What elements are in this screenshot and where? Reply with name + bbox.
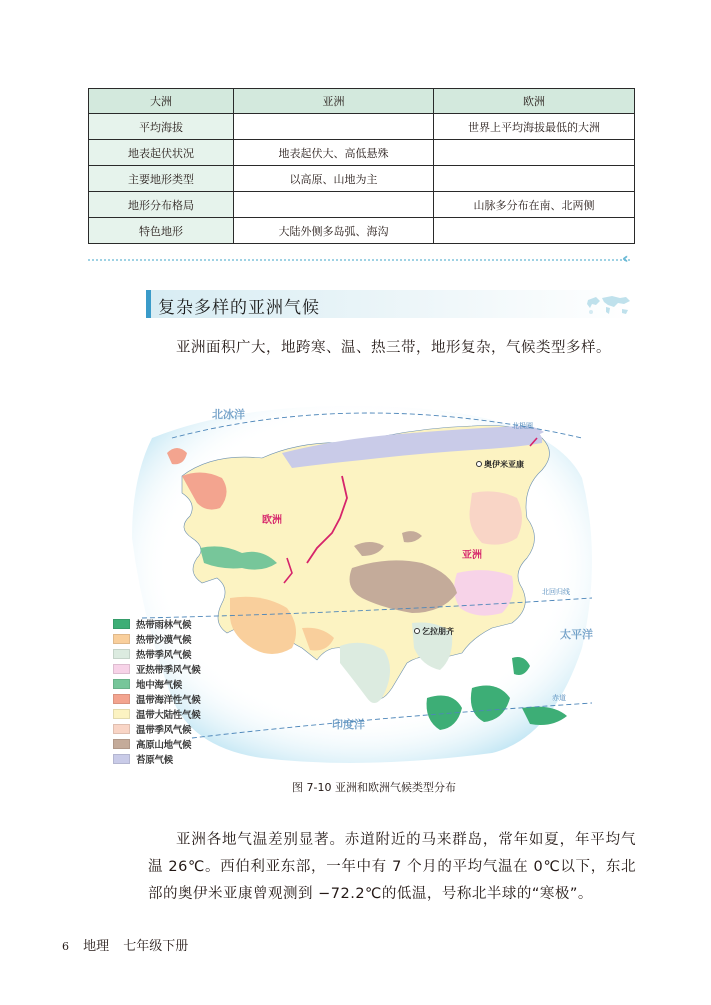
legend-item	[113, 661, 200, 676]
section-title: 复杂多样的亚洲气候	[158, 298, 320, 318]
legend-item	[113, 616, 200, 631]
asia-cell: 以高原、山地为主	[234, 166, 434, 192]
legend-item	[113, 676, 200, 691]
dotted-divider	[88, 259, 630, 261]
asia-europe-comparison-table	[88, 88, 635, 244]
label-oymyakon: 奥伊米亚康	[484, 460, 524, 469]
table-row	[89, 218, 635, 244]
header-europe: 欧洲	[434, 89, 635, 114]
intro-paragraph: 亚洲面积广大，地跨寒、温、热三带，地形复杂，气候类型多样。	[176, 340, 611, 356]
legend-swatch	[113, 649, 130, 659]
row-label: 地表起伏状况	[89, 140, 234, 166]
legend-swatch	[113, 664, 130, 674]
legend-swatch	[113, 619, 130, 629]
label-europe: 欧洲	[262, 515, 282, 526]
legend-label: 温带大陆性气候	[136, 709, 201, 721]
europe-cell	[434, 218, 635, 244]
temperature-paragraph: 亚洲各地气温差别显著。赤道附近的马来群岛，常年如夏，年平均气温 26℃。西伯利亚东部，一年中有 7 个月的平均气温在 0℃以下，东北部的奥伊米亚康曾观测到 −72.2℃的低温，号称北半球的“寒极”。	[148, 832, 636, 902]
legend-swatch	[113, 634, 130, 644]
legend-swatch	[113, 679, 130, 689]
europe-cell	[434, 166, 635, 192]
legend-item	[113, 691, 200, 706]
header-asia: 亚洲	[234, 89, 434, 114]
legend-label: 苔原气候	[136, 754, 173, 766]
legend-label: 高原山地气候	[136, 739, 192, 751]
legend-label: 温带季风气候	[136, 724, 192, 736]
legend-label: 地中海气候	[136, 679, 183, 691]
label-asia: 亚洲	[462, 550, 482, 561]
world-map-icon	[582, 292, 634, 318]
legend-swatch	[113, 754, 130, 764]
section-heading	[146, 290, 634, 318]
legend-swatch	[113, 724, 130, 734]
oymyakon-marker	[477, 462, 482, 467]
header-continent: 大洲	[89, 89, 234, 114]
legend-label: 亚热带季风气候	[136, 664, 201, 676]
asia-cell: 大陆外侧多岛弧、海沟	[234, 218, 434, 244]
label-cherrapunji: 乞拉朋齐	[422, 627, 454, 636]
row-label: 平均海拔	[89, 114, 234, 140]
legend-swatch	[113, 709, 130, 719]
table-row	[89, 140, 635, 166]
label-indian-ocean: 印度洋	[332, 718, 365, 731]
subtropical-monsoon-region	[454, 570, 513, 615]
table-row	[89, 166, 635, 192]
figure-caption: 图 7-10 亚洲和欧洲气候类型分布	[292, 781, 456, 794]
subject-name: 地理	[83, 939, 110, 954]
europe-cell: 世界上平均海拔最低的大洲	[434, 114, 635, 140]
label-equator: 赤道	[552, 694, 566, 702]
legend-item	[113, 631, 200, 646]
cherrapunji-marker	[415, 629, 420, 634]
book-title: 七年级下册	[123, 939, 189, 954]
legend-item	[113, 736, 200, 751]
legend-item	[113, 646, 200, 661]
label-tropic-cancer: 北回归线	[542, 588, 570, 596]
row-label: 特色地形	[89, 218, 234, 244]
legend-swatch	[113, 739, 130, 749]
legend-label: 热带季风气候	[136, 649, 192, 661]
heading-accent-bar	[146, 290, 151, 318]
legend-swatch	[113, 694, 130, 704]
europe-cell	[434, 140, 635, 166]
label-arctic-circle: 北极圈	[512, 422, 533, 430]
label-pacific-ocean: 太平洋	[560, 628, 593, 641]
table-row	[89, 114, 635, 140]
row-label: 地形分布格局	[89, 192, 234, 218]
map-legend	[113, 616, 200, 766]
legend-item	[113, 721, 200, 736]
page-footer	[62, 935, 188, 954]
page-number: 6	[62, 940, 69, 953]
temperate-monsoon-region	[470, 491, 523, 544]
table-header-row	[89, 89, 635, 114]
table-row	[89, 192, 635, 218]
label-arctic-ocean: 北冰洋	[212, 408, 245, 421]
asia-cell: 地表起伏大、高低悬殊	[234, 140, 434, 166]
legend-item	[113, 751, 200, 766]
legend-label: 热带沙漠气候	[136, 634, 192, 646]
legend-item	[113, 706, 200, 721]
legend-label: 温带海洋性气候	[136, 694, 201, 706]
row-label: 主要地形类型	[89, 166, 234, 192]
legend-label: 热带雨林气候	[136, 619, 192, 631]
europe-cell: 山脉多分布在南、北两侧	[434, 192, 635, 218]
asia-cell	[234, 192, 434, 218]
asia-cell	[234, 114, 434, 140]
double-chevron-icon: ‹‹	[622, 251, 624, 267]
